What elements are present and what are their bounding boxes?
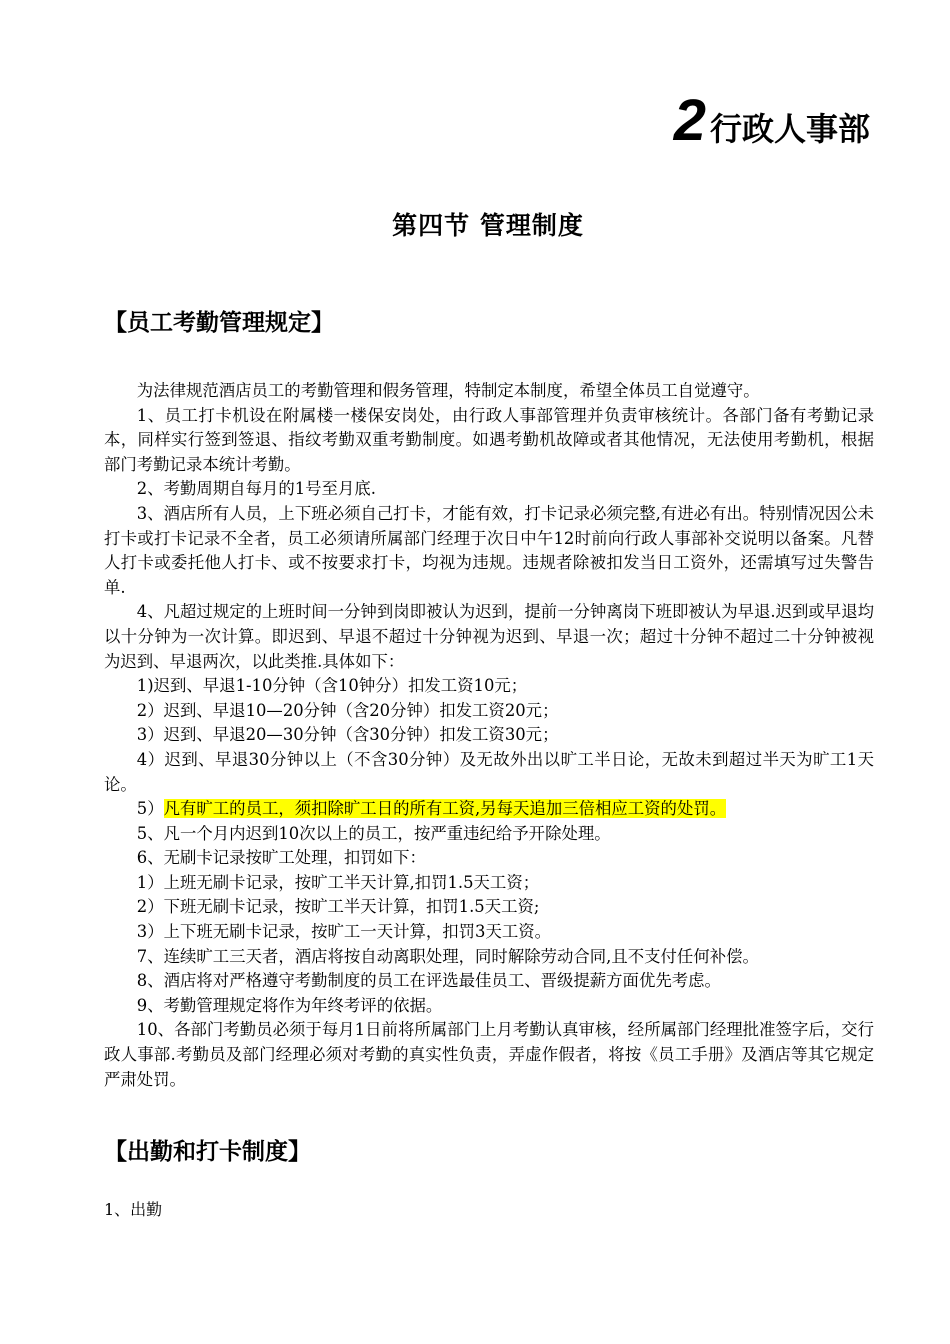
paragraph: 2、考勤周期自每月的1号至月底. xyxy=(136,479,376,499)
paragraph: 3、酒店所有人员，上下班必须自己打卡，才能有效，打卡记录必须完整,有进必有出。特别情况因公未打卡或打卡记录不全者，员工必须请所属部门经理于次日中午12时前向行政人事部补交说明以备案。凡替人打卡或委托他人打卡、或不按要求打卡，均视为违规。违规者除被扣发当日工资外，还需填写过失警告单. xyxy=(104,503,874,597)
paragraph: 1、员工打卡机设在附属楼一楼保安岗处，由行政人事部管理并负责审核统计。各部门备有考勤记录本，同样实行签到签退、指纹考勤双重考勤制度。如遇考勤机故障或者其他情况，无法使用考勤机，根据部门考勤记录本统计考勤。 xyxy=(104,405,874,474)
paragraph: 1）上班无刷卡记录，按旷工半天计算,扣罚1.5天工资； xyxy=(136,872,540,892)
paragraph: 9、考勤管理规定将作为年终考评的依据。 xyxy=(136,995,443,1015)
paragraph: 2）迟到、早退10—20分钟（含20分钟）扣发工资20元； xyxy=(136,700,559,720)
paragraph: 6、无刷卡记录按旷工处理，扣罚如下： xyxy=(136,848,426,868)
chapter-name: 行政人事部 xyxy=(709,110,870,148)
paragraph: 10、各部门考勤员必须于每月1日前将所属部门上月考勤认真审核，经所属部门经理批准签字后，交行政人事部.考勤员及部门经理必须对考勤的真实性负责，弄虚作假者，将按《员工手册》及酒店等其它规定严肃处罚。 xyxy=(104,1020,874,1089)
subsection-attendance: 1、出勤 xyxy=(104,1200,163,1219)
heading-clock-in-system: 【出勤和打卡制度】 xyxy=(104,1139,311,1165)
highlight-prefix: 5） xyxy=(136,799,164,819)
paragraph: 1)迟到、早退1-10分钟（含10钟分）扣发工资10元； xyxy=(136,676,528,696)
paragraph: 4）迟到、早退30分钟以上（不含30分钟）及无故外出以旷工半日论，无故未到超过半天为旷工1天论。 xyxy=(104,749,874,794)
heading-attendance-rules: 【员工考勤管理规定】 xyxy=(104,310,334,336)
paragraph: 3）上下班无刷卡记录，按旷工一天计算，扣罚3天工资。 xyxy=(136,922,552,942)
paragraph: 2）下班无刷卡记录，按旷工半天计算，扣罚1.5天工资; xyxy=(136,897,540,917)
paragraph: 5、凡一个月内迟到10次以上的员工，按严重违纪给予开除处理。 xyxy=(136,823,611,843)
section-title: 第四节 管理制度 xyxy=(392,211,584,240)
highlighted-paragraph xyxy=(104,797,874,822)
paragraph: 4、凡超过规定的上班时间一分钟到岗即被认为迟到，提前一分钟离岗下班即被认为早退.迟到或早退均以十分钟为一次计算。即迟到、早退不超过十分钟视为迟到、早退一次；超过十分钟不超过二十分钟被视为迟到、早退两次，以此类推.具体如下： xyxy=(104,602,874,671)
paragraph: 为法律规范酒店员工的考勤管理和假务管理，特制定本制度，希望全体员工自觉遵守。 xyxy=(136,381,760,400)
attendance-rules-body xyxy=(104,379,874,1092)
paragraph: 8、酒店将对严格遵守考勤制度的员工在评选最佳员工、晋级提薪方面优先考虑。 xyxy=(136,971,721,991)
paragraph: 3）迟到、早退20—30分钟（含30分钟）扣发工资30元； xyxy=(136,725,559,745)
paragraph: 7、连续旷工三天者，酒店将按自动离职处理，同时解除劳动合同,且不支付任何补偿。 xyxy=(136,946,759,966)
chapter-number: 2 xyxy=(673,88,706,153)
chapter-header xyxy=(673,88,870,153)
highlighted-text: 凡有旷工的员工，须扣除旷工日的所有工资,另每天追加三倍相应工资的处罚。 xyxy=(163,799,727,819)
